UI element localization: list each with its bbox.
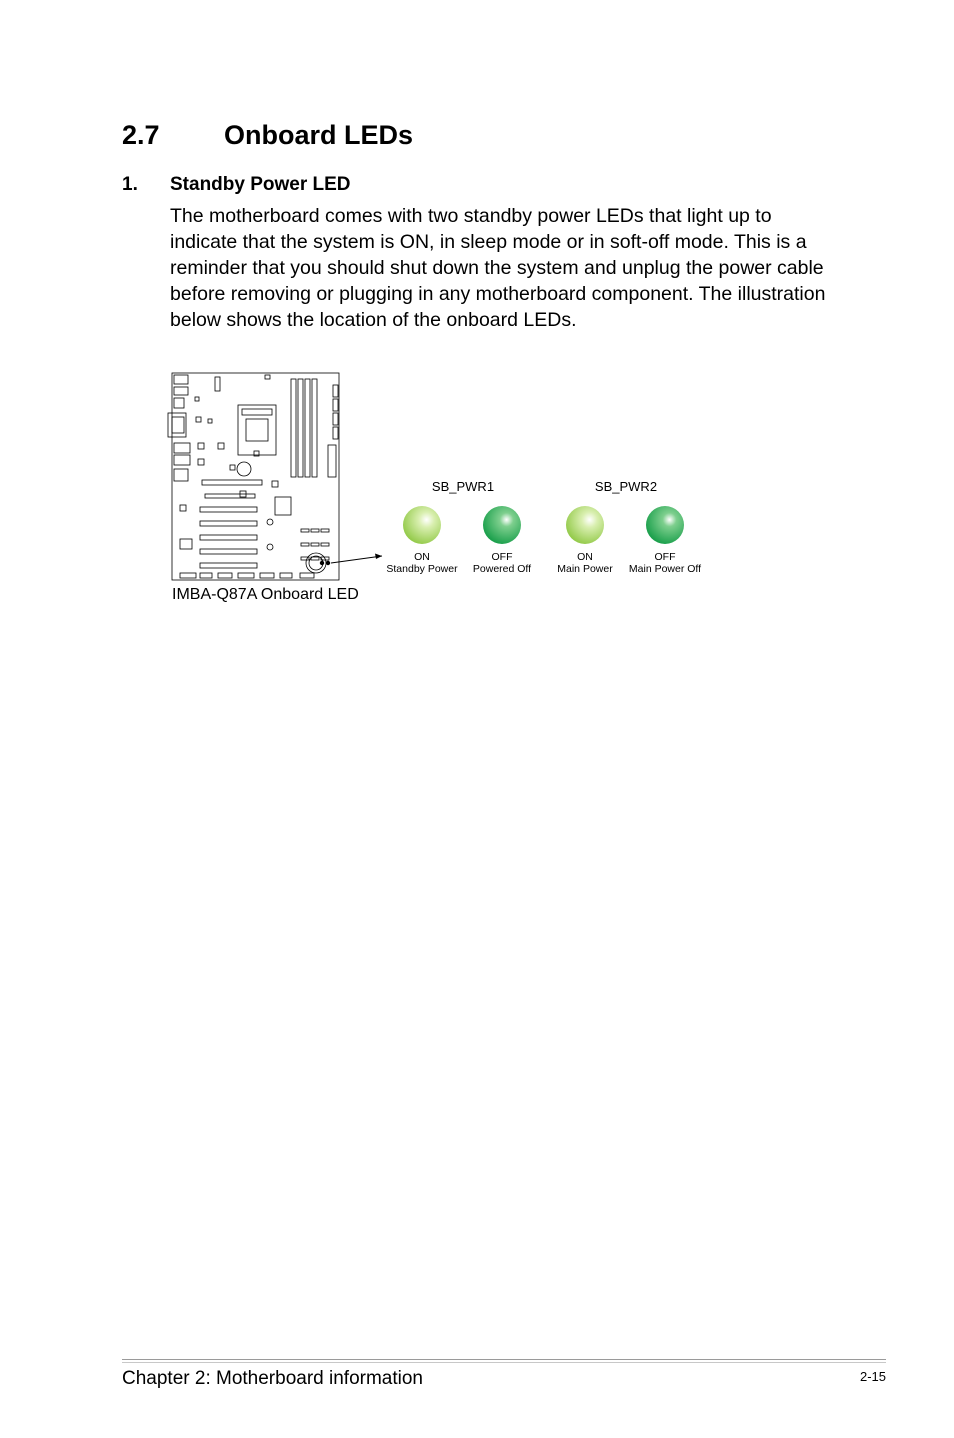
group-label-sb-pwr1: SB_PWR1	[431, 479, 495, 494]
led-state-label: OFF	[654, 551, 676, 563]
motherboard-diagram	[160, 365, 390, 590]
led-desc-label: Main Power Off	[628, 563, 702, 575]
figure-caption: IMBA-Q87A Onboard LED	[172, 586, 359, 603]
led-desc-label: Powered Off	[472, 563, 532, 575]
led-off-powered-off	[483, 506, 521, 544]
led-legend	[370, 470, 720, 580]
led-on-main-power	[566, 506, 604, 544]
led-desc-label: Standby Power	[386, 563, 458, 575]
led-state-label: ON	[577, 551, 593, 563]
led-state-label: OFF	[491, 551, 513, 563]
led-off-main-power-off	[646, 506, 684, 544]
footer-chapter-title: Chapter 2: Motherboard information	[122, 1368, 423, 1389]
item-body-paragraph: The motherboard comes with two standby power LEDs that light up to indicate that the system is ON, in sleep mode or in soft-off mode. This is a reminder that you should shut down the system and unplug the power cable before removing or plugging in any motherboard component. The illustration below shows the location of the onboard LEDs.	[170, 205, 826, 331]
section-title	[122, 115, 413, 155]
item-title: Standby Power LED	[170, 174, 351, 195]
section-title-text: Onboard LEDs	[224, 120, 414, 150]
item-number: 1.	[122, 174, 138, 195]
led-on-standby-power	[403, 506, 441, 544]
group-label-sb-pwr2: SB_PWR2	[594, 479, 658, 494]
item-heading	[122, 172, 351, 198]
led-desc-label: Main Power	[557, 563, 613, 575]
footer-divider-secondary	[122, 1362, 886, 1363]
led-state-label: ON	[414, 551, 430, 563]
section-number: 2.7	[122, 120, 160, 150]
footer-divider	[122, 1359, 886, 1360]
footer-page-number: 2-15	[859, 1369, 886, 1384]
